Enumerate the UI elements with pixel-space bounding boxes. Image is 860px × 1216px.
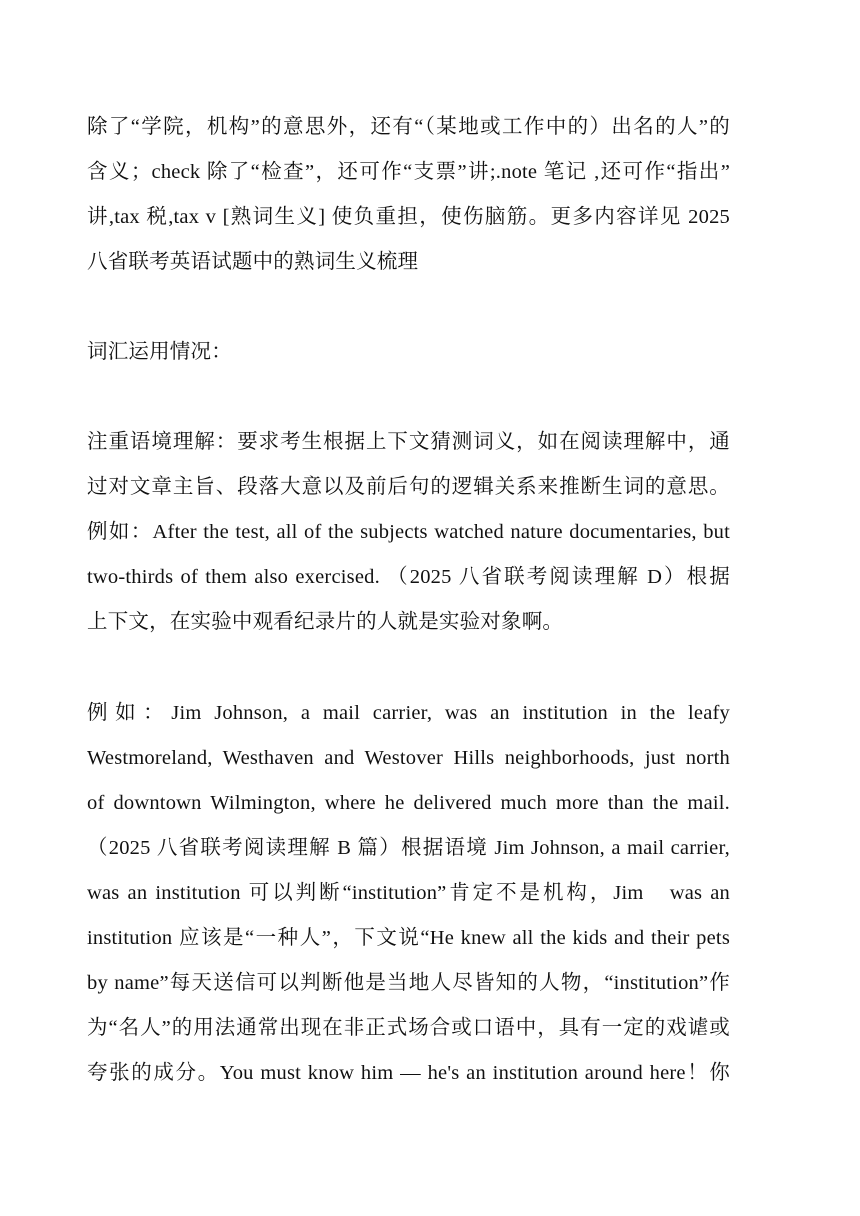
- paragraph-1-line-2: 含义；check 除了“检查”，还可作“支票”讲;.note 笔记 ,还可作“指出”: [87, 161, 730, 183]
- paragraph-4-line-4: （2025 八省联考阅读理解 B 篇）根据语境 Jim Johnson, a mail carrier,: [87, 837, 730, 859]
- paragraph-4-line-6: institution 应该是“一种人”，下文说“He knew all the kids and their pets: [87, 927, 730, 949]
- paragraph-4-line-1: 例如：Jim Johnson, a mail carrier, was an institution in the leafy: [87, 702, 730, 724]
- section-heading: 词汇运用情况：: [87, 341, 232, 363]
- paragraph-3-line-4: two-thirds of them also exercised. （2025 八省联考阅读理解 D）根据: [87, 566, 730, 588]
- paragraph-1-line-3: 讲,tax 税,tax v [熟词生义] 使负重担，使伤脑筋。更多内容详见 2025: [87, 206, 730, 228]
- paragraph-1-line-4: 八省联考英语试题中的熟词生义梳理: [87, 251, 419, 273]
- paragraph-4-line-8: 为“名人”的用法通常出现在非正式场合或口语中，具有一定的戏谑或: [87, 1017, 730, 1039]
- paragraph-4-line-2: Westmoreland, Westhaven and Westover Hills neighborhoods, just north: [87, 747, 730, 769]
- paragraph-4-line-3: of downtown Wilmington, where he delivered much more than the mail.: [87, 792, 730, 814]
- paragraph-4-line-9: 夸张的成分。You must know him — he's an institution around here！你: [87, 1062, 730, 1084]
- paragraph-1-line-1: 除了“学院，机构”的意思外，还有“（某地或工作中的）出名的人”的: [87, 116, 730, 138]
- paragraph-3-line-1: 注重语境理解：要求考生根据上下文猜测词义，如在阅读理解中，通: [87, 431, 730, 453]
- paragraph-3-line-2: 过对文章主旨、段落大意以及前后句的逻辑关系来推断生词的意思。: [87, 476, 730, 498]
- paragraph-4-line-7: by name”每天送信可以判断他是当地人尽皆知的人物，“institution”作: [87, 972, 730, 994]
- paragraph-3-line-3: 例如：After the test, all of the subjects watched nature documentaries, but: [87, 521, 730, 543]
- paragraph-3-line-5: 上下文，在实验中观看纪录片的人就是实验对象啊。: [87, 611, 564, 633]
- paragraph-4-line-5: was an institution 可以判断“institution”肯定不是机构，Jim was an: [87, 882, 730, 904]
